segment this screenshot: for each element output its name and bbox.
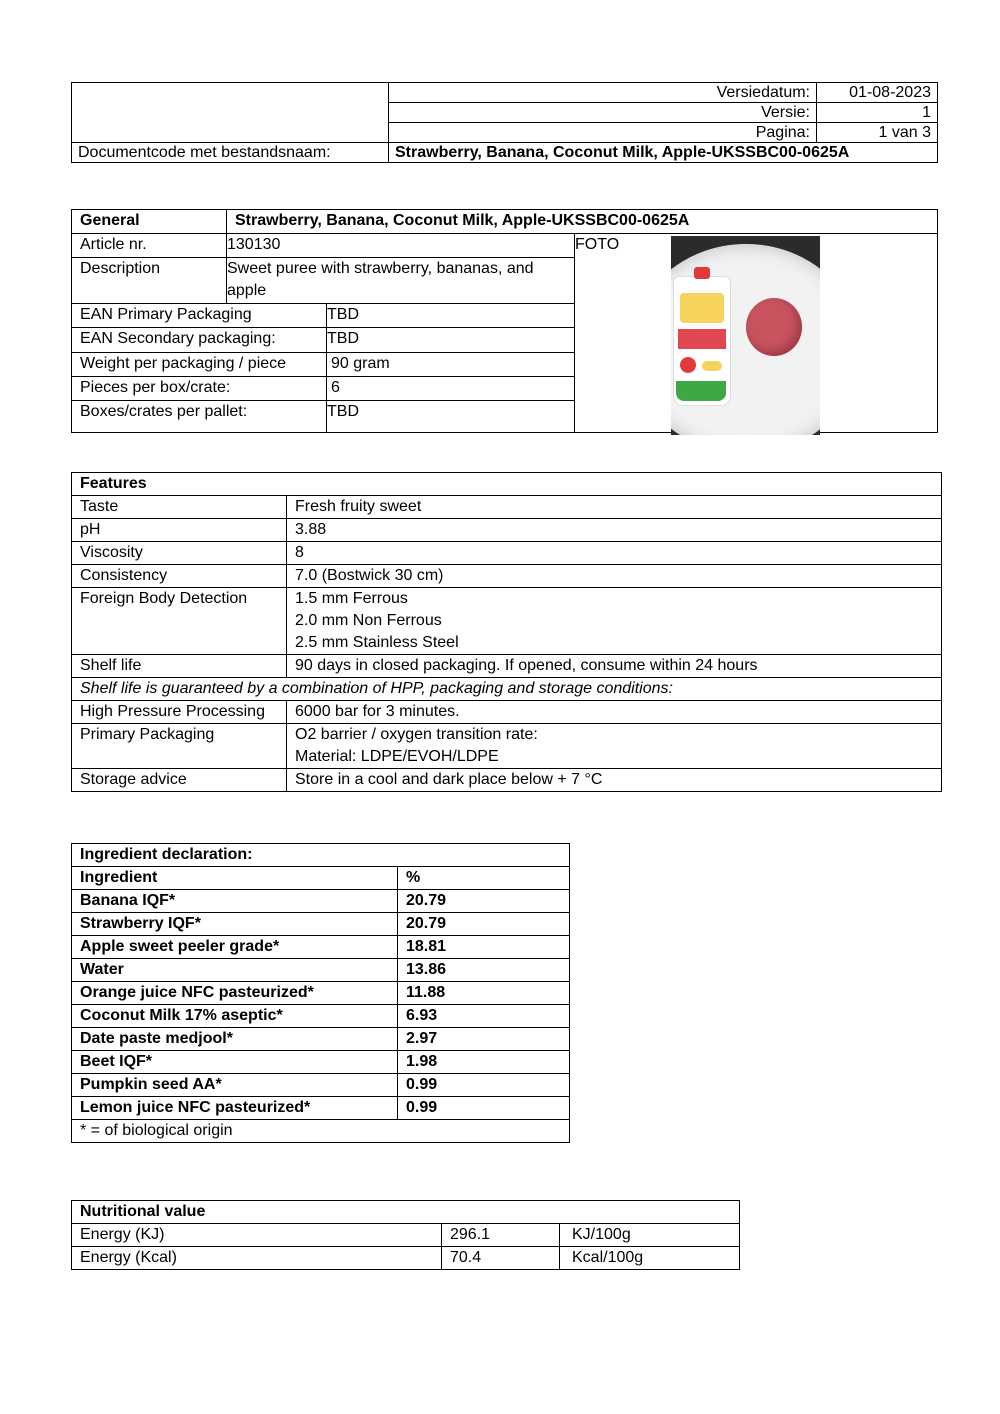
ingredient-name: Coconut Milk 17% aseptic* [72, 1005, 398, 1028]
feature-line: 2.5 mm Stainless Steel [295, 634, 459, 651]
ingredient-title: Ingredient declaration: [72, 844, 570, 867]
shelf-life-note: Shelf life is guaranteed by a combination of HPP, packaging and storage conditions: [72, 678, 942, 701]
nutrition-unit: KJ/100g [560, 1224, 740, 1247]
feature-label: High Pressure Processing [72, 701, 287, 724]
ingredient-percent: 0.99 [398, 1074, 570, 1097]
general-value: TBD [327, 304, 575, 328]
document-header-table [71, 82, 938, 163]
versie-value: 1 [817, 103, 938, 123]
documentcode-label: Documentcode met bestandsnaam: [72, 143, 389, 163]
feature-line: 1.5 mm Ferrous [295, 590, 408, 607]
nutrition-label: Energy (KJ) [72, 1224, 442, 1247]
general-label: Pieces per box/crate: [72, 377, 327, 401]
feature-label: Taste [72, 496, 287, 519]
ingredient-name: Beet IQF* [72, 1051, 398, 1074]
feature-label: Foreign Body Detection [72, 588, 287, 655]
versiedatum-value: 01-08-2023 [817, 83, 938, 103]
nutrition-value: 70.4 [442, 1247, 560, 1270]
ingredient-name: Banana IQF* [72, 890, 398, 913]
feature-label: Shelf life [72, 655, 287, 678]
feature-value: 7.0 (Bostwick 30 cm) [287, 565, 942, 588]
nutrition-table [71, 1200, 740, 1270]
feature-value: Fresh fruity sweet [287, 496, 942, 519]
general-value: TBD [327, 328, 575, 352]
ingredient-table [71, 843, 570, 1143]
feature-value: 6000 bar for 3 minutes. [287, 701, 942, 724]
pouch-image [673, 276, 731, 406]
features-title: Features [72, 473, 942, 496]
ingredient-name: Lemon juice NFC pasteurized* [72, 1097, 398, 1120]
ingredient-footnote: * = of biological origin [72, 1120, 570, 1143]
foto-label: FOTO [575, 236, 620, 253]
ingredient-name: Date paste medjool* [72, 1028, 398, 1051]
feature-value: 3.88 [287, 519, 942, 542]
feature-value: 90 days in closed packaging. If opened, consume within 24 hours [287, 655, 942, 678]
nutrition-title: Nutritional value [72, 1201, 740, 1224]
feature-label: Consistency [72, 565, 287, 588]
general-title: General [72, 210, 227, 234]
ingredient-name: Orange juice NFC pasteurized* [72, 982, 398, 1005]
feature-line: Material: LDPE/EVOH/LDPE [295, 748, 499, 765]
ingredient-percent: 20.79 [398, 913, 570, 936]
percent-col-header: % [398, 867, 570, 890]
header-blank-cell [72, 83, 389, 143]
general-label: Description [72, 258, 227, 304]
feature-label: pH [72, 519, 287, 542]
pagina-value: 1 van 3 [817, 123, 938, 143]
general-value: 130130 [227, 234, 575, 258]
ingredient-percent: 20.79 [398, 890, 570, 913]
ingredient-name: Apple sweet peeler grade* [72, 936, 398, 959]
ingredient-percent: 1.98 [398, 1051, 570, 1074]
ingredient-percent: 11.88 [398, 982, 570, 1005]
feature-line: 2.0 mm Non Ferrous [295, 612, 442, 629]
general-label: Boxes/crates per pallet: [72, 401, 327, 433]
general-value: 6 [327, 377, 575, 401]
ingredient-percent: 0.99 [398, 1097, 570, 1120]
feature-label: Primary Packaging [72, 724, 287, 769]
ingredient-name: Strawberry IQF* [72, 913, 398, 936]
ingredient-percent: 2.97 [398, 1028, 570, 1051]
ingredient-name: Water [72, 959, 398, 982]
ingredient-name: Pumpkin seed AA* [72, 1074, 398, 1097]
general-product: Strawberry, Banana, Coconut Milk, Apple-UKSSBC00-0625A [227, 210, 938, 234]
versiedatum-label: Versiedatum: [389, 83, 817, 103]
general-label: EAN Primary Packaging [72, 304, 327, 328]
general-label: Weight per packaging / piece [72, 352, 327, 376]
feature-value: 8 [287, 542, 942, 565]
ingredient-percent: 18.81 [398, 936, 570, 959]
puree-image [746, 298, 802, 356]
feature-value: Store in a cool and dark place below + 7 °C [287, 769, 942, 792]
feature-line: O2 barrier / oxygen transition rate: [295, 726, 538, 743]
pagina-label: Pagina: [389, 123, 817, 143]
general-value: Sweet puree with strawberry, bananas, and apple [227, 258, 575, 304]
nutrition-value: 296.1 [442, 1224, 560, 1247]
general-label: Article nr. [72, 234, 227, 258]
nutrition-unit: Kcal/100g [560, 1247, 740, 1270]
versie-label: Versie: [389, 103, 817, 123]
product-photo [671, 236, 820, 435]
general-label: EAN Secondary packaging: [72, 328, 327, 352]
ingredient-col-header: Ingredient [72, 867, 398, 890]
nutrition-label: Energy (Kcal) [72, 1247, 442, 1270]
general-value: TBD [327, 401, 575, 433]
ingredient-percent: 13.86 [398, 959, 570, 982]
feature-value [287, 588, 942, 655]
feature-label: Viscosity [72, 542, 287, 565]
feature-label: Storage advice [72, 769, 287, 792]
ingredient-percent: 6.93 [398, 1005, 570, 1028]
features-table [71, 472, 942, 792]
documentcode-value: Strawberry, Banana, Coconut Milk, Apple-UKSSBC00-0625A [389, 143, 938, 163]
feature-value [287, 724, 942, 769]
general-value: 90 gram [327, 352, 575, 376]
